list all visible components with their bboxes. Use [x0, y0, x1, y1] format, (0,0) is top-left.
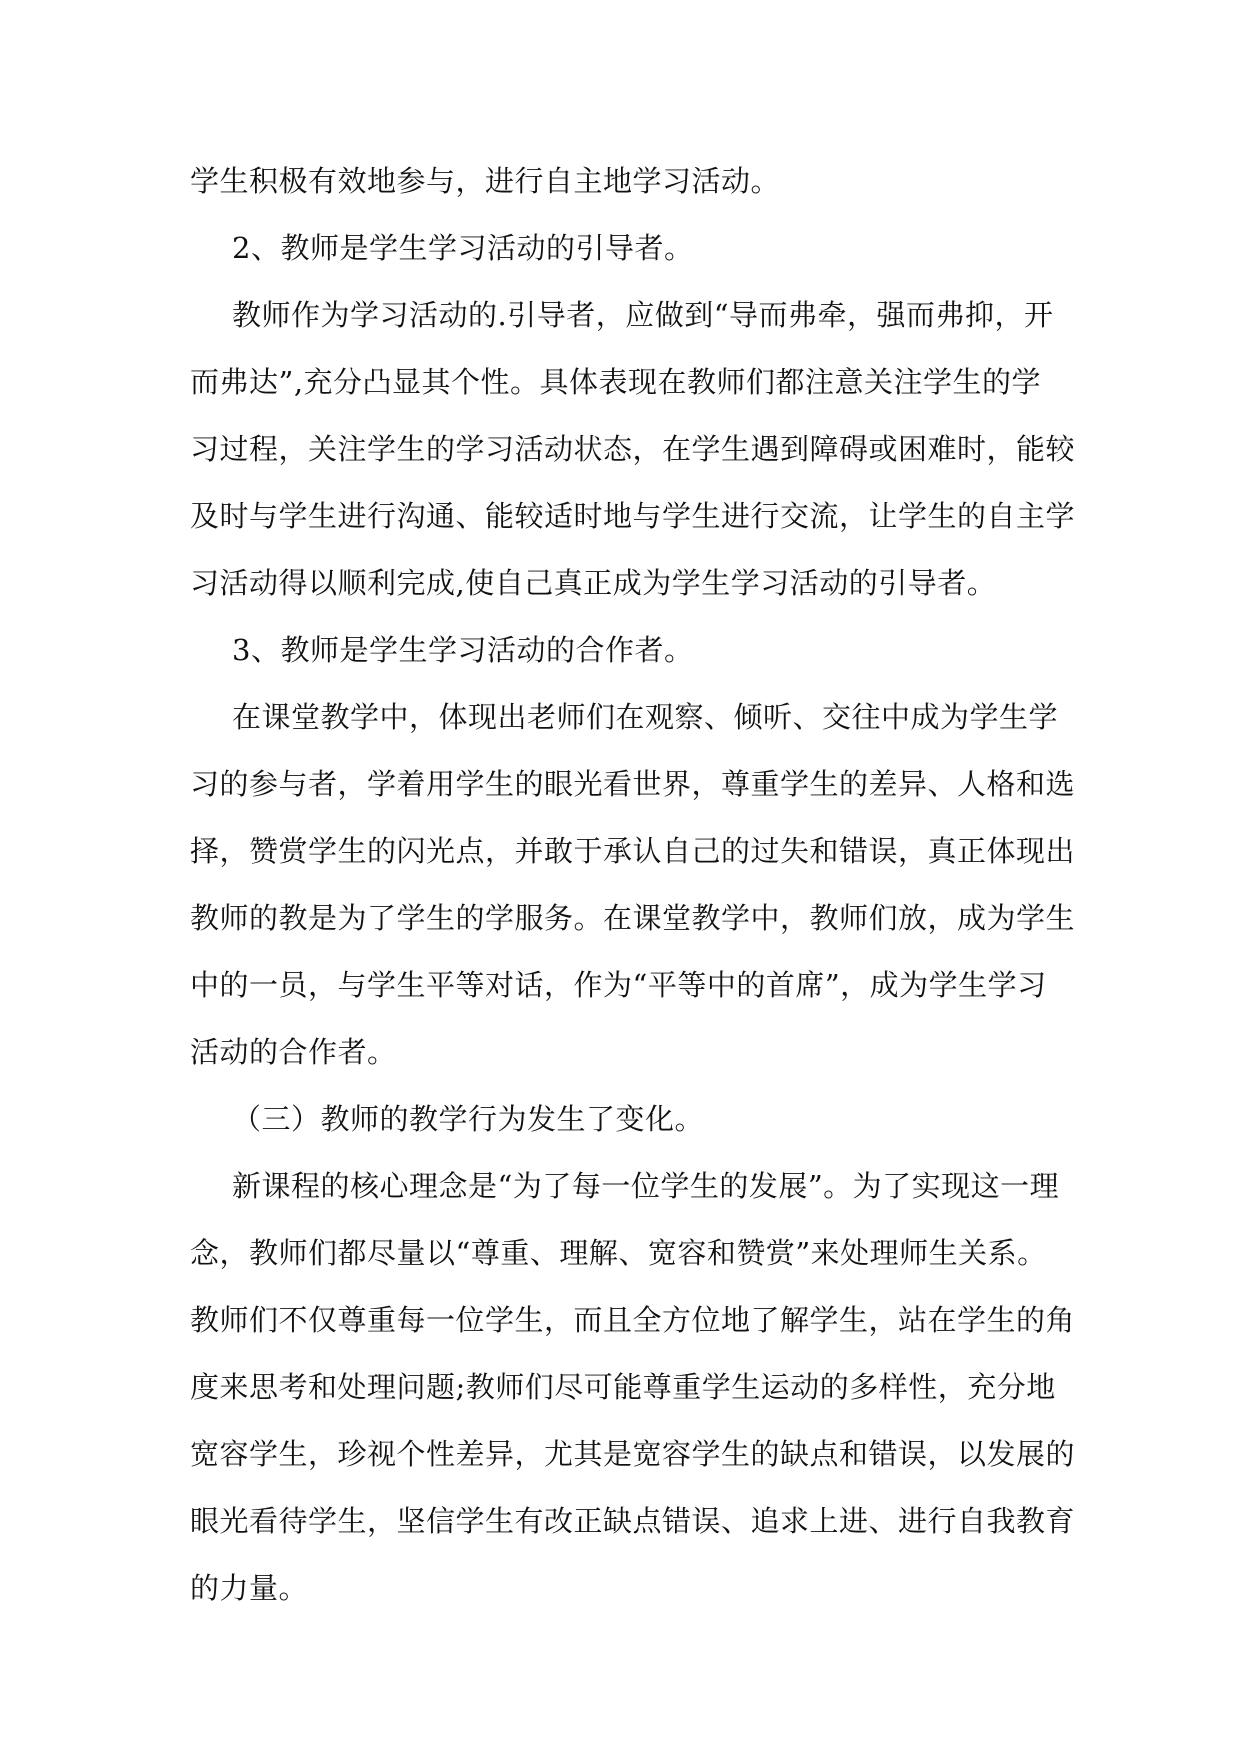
- text-line: 学生积极有效地参与，进行自主地学习活动。: [190, 164, 781, 198]
- text-line: 度来思考和处理问题;教师们尽可能尊重学生运动的多样性，充分地: [190, 1370, 1056, 1404]
- text-line: 宽容学生，珍视个性差异，尤其是宽容学生的缺点和错误，以发展的: [190, 1437, 1076, 1471]
- text-line: 习过程，关注学生的学习活动状态，在学生遇到障碍或困难时，能较: [190, 432, 1076, 466]
- section-heading: 2、教师是学生学习活动的引导者。: [232, 231, 694, 265]
- text-line: 习的参与者，学着用学生的眼光看世界，尊重学生的差异、人格和选: [190, 767, 1076, 801]
- text-line: 择，赞赏学生的闪光点，并敢于承认自己的过失和错误，真正体现出: [190, 834, 1076, 868]
- text-line: 教师们不仅尊重每一位学生，而且全方位地了解学生，站在学生的角: [190, 1303, 1076, 1337]
- section-heading: 3、教师是学生学习活动的合作者。: [232, 633, 694, 667]
- text-line: 眼光看待学生，坚信学生有改正缺点错误、追求上进、进行自我教育: [190, 1504, 1076, 1538]
- text-line: 的力量。: [190, 1571, 309, 1605]
- text-line: 教师作为学习活动的.引导者，应做到“导而弗牵，强而弗抑，开: [232, 298, 1054, 332]
- text-line: 而弗达”,充分凸显其个性。具体表现在教师们都注意关注学生的学: [190, 365, 1042, 399]
- text-line: 活动的合作者。: [190, 1035, 397, 1069]
- text-line: 在课堂教学中，体现出老师们在观察、倾听、交往中成为学生学: [232, 700, 1059, 734]
- text-line: 念，教师们都尽量以“尊重、理解、宽容和赞赏”来处理师生关系。: [190, 1236, 1047, 1270]
- text-line: 中的一员，与学生平等对话，作为“平等中的首席”，成为学生学习: [190, 968, 1047, 1002]
- text-line: 教师的教是为了学生的学服务。在课堂教学中，教师们放，成为学生: [190, 901, 1076, 935]
- text-line: 新课程的核心理念是“为了每一位学生的发展”。为了实现这一理: [232, 1169, 1060, 1203]
- section-heading: （三）教师的教学行为发生了变化。: [232, 1102, 705, 1136]
- text-line: 及时与学生进行沟通、能较适时地与学生进行交流，让学生的自主学: [190, 499, 1076, 533]
- document-body: [190, 148, 1076, 1622]
- text-line: 习活动得以顺利完成,使自己真正成为学生学习活动的引导者。: [190, 566, 997, 600]
